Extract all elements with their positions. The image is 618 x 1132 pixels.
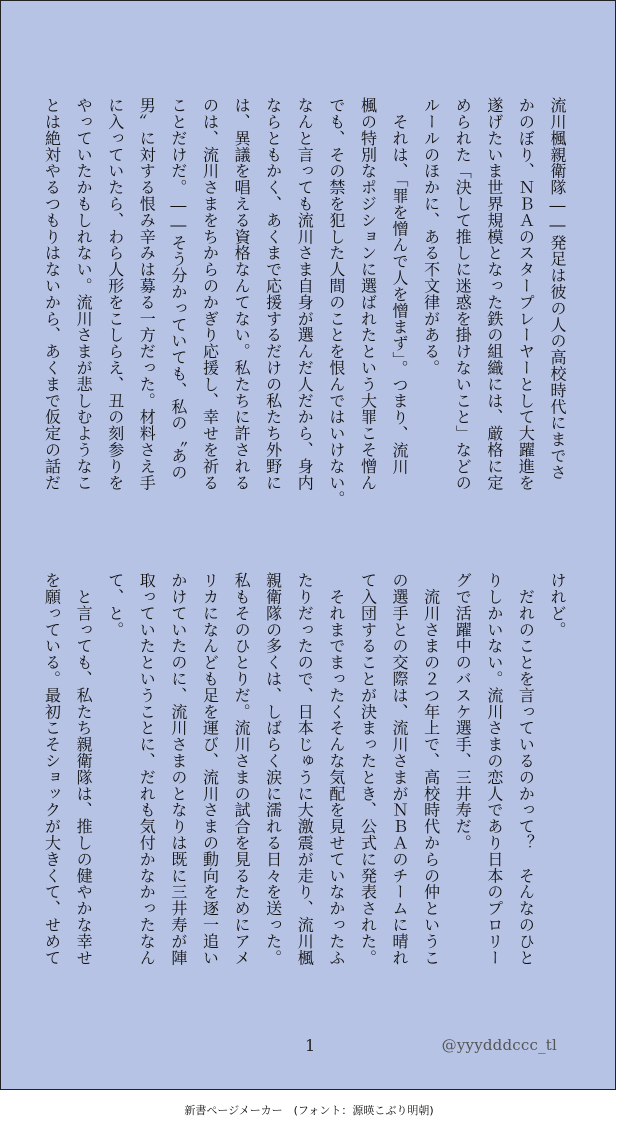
body-text-lower: けれど。 だれのことを言っているのかって？ そんなのひと りしかいない。流川さまの恋人であり日本のプロリー グで活躍中のバスケ選手、三井寿だ。 流川さまの２つ年上で、高校時代からの仲というこ の選手との交際は、流川さまがＮＢＡのチームに晴れ て入団することが決まったとき、公式に発表された。 それまでまったくそんな気配を見せていなかったふ たりだったので、日本じゅうに大激震が走り、流川楓 親衛隊の多くは、しばらく涙に濡れる日々を送った。 私もそのひとりだ。流川さまの試合を見るためにアメ リカになんども足を運び、流川さまの動向を逐一追い かけていたのに、流川さまのとなりは既に三井寿が陣 取っていたということに、だれも気付かなかったなん て、と。 と言っても、私たち親衛隊は、推しの健やかな幸せ を願っている。最初こそショックが大きくて、せめて xyxy=(42,572,567,966)
author-handle: @yyydddccc_tl xyxy=(441,1036,557,1054)
page-number: 1 xyxy=(305,1036,316,1055)
body-text-upper: 流川楓親衛隊――発足は彼の人の高校時代にまでさ かのぼり、ＮＢＡのスタープレーヤーとして大躍進を 遂げたいま世界規模となった鉄の組織には、厳格に定 められた「決して推しに迷惑を掛けないこと」などの ルールのほかに、ある不文律がある。 それは、「罪を憎んで人を憎まず」。つまり、流川 楓の特別なポジションに選ばれたという大罪こそ憎ん でも、その禁を犯した人間のことを恨んではいけない。 なんと言っても流川さま自身が選んだ人だから、身内 ならともかく、あくまで応援するだけの私たち外野に は、異議を唱える資格なんてない。私たちに許される のは、流川さまをちからのかぎり応援し、幸せを祈る ことだけだ。――そう分かっていても、私の〝あの 男〟に対する恨み辛みは募る一方だった。材料さえ手 に入っていたら、わら人形をこしらえ、丑の刻参りを やっていたかもしれない。流川さまが悲しむようなこ とは絶対やるつもりはないから、あくまで仮定の話だ xyxy=(42,97,567,507)
generator-credit: 新書ページメーカー (フォント：源暎こぶり明朝) xyxy=(184,1104,434,1117)
